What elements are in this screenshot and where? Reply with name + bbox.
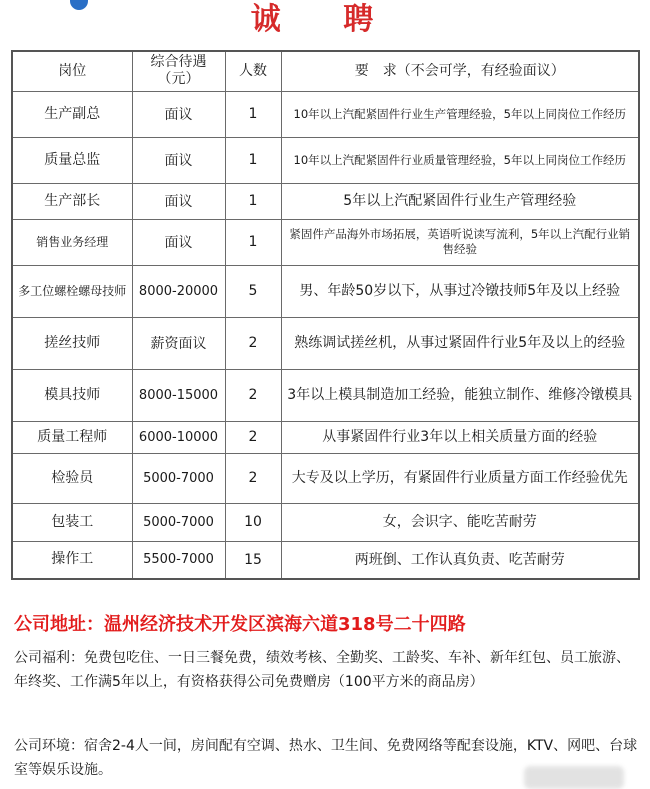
cell-requirement: 紧固件产品海外市场拓展，英语听说读写流利，5年以上汽配行业销售经验 xyxy=(281,219,639,265)
table-row xyxy=(12,453,639,503)
company-address: 公司地址：温州经济技术开发区滨海六道318号二十四路 xyxy=(14,614,466,635)
header-requirement: 要 求（不会可学，有经验面议） xyxy=(281,51,639,91)
cell-requirement: 女，会识字、能吃苦耐劳 xyxy=(281,503,639,541)
cell-count: 2 xyxy=(225,369,281,421)
cell-count: 5 xyxy=(225,265,281,317)
cell-position: 生产副总 xyxy=(12,91,132,137)
cell-requirement: 两班倒、工作认真负责、吃苦耐劳 xyxy=(281,541,639,579)
cell-count: 1 xyxy=(225,183,281,219)
cell-position: 检验员 xyxy=(12,453,132,503)
cell-requirement: 大专及以上学历，有紧固件行业质量方面工作经验优先 xyxy=(281,453,639,503)
company-environment: 公司环境：宿舍2-4人一间，房间配有空调、热水、卫生间、免费网络等配套设施，KTV、网吧、台球室等娱乐设施。 xyxy=(14,738,638,778)
cell-pay: 8000-15000 xyxy=(132,369,225,421)
table-row xyxy=(12,137,639,183)
cell-position: 操作工 xyxy=(12,541,132,579)
company-welfare: 公司福利：免费包吃住、一日三餐免费，绩效考核、全勤奖、工龄奖、车补、新年红包、员工旅游、年终奖、工作满5年以上，有资格获得公司免费赠房（100平方米的商品房） xyxy=(14,650,630,690)
cell-pay: 面议 xyxy=(132,183,225,219)
cell-position: 生产部长 xyxy=(12,183,132,219)
table-row xyxy=(12,219,639,265)
cell-pay: 5000-7000 xyxy=(132,453,225,503)
cell-pay: 8000-20000 xyxy=(132,265,225,317)
cell-pay: 5500-7000 xyxy=(132,541,225,579)
cell-pay: 5000-7000 xyxy=(132,503,225,541)
cell-count: 10 xyxy=(225,503,281,541)
cell-position: 销售业务经理 xyxy=(12,219,132,265)
table-row xyxy=(12,317,639,369)
table-header-row xyxy=(12,51,639,91)
cell-pay: 面议 xyxy=(132,219,225,265)
table-row xyxy=(12,541,639,579)
cell-position: 质量总监 xyxy=(12,137,132,183)
cell-requirement: 从事紧固件行业3年以上相关质量方面的经验 xyxy=(281,421,639,453)
cell-pay: 6000-10000 xyxy=(132,421,225,453)
table-row xyxy=(12,183,639,219)
table-row xyxy=(12,503,639,541)
cell-position: 包装工 xyxy=(12,503,132,541)
cell-count: 1 xyxy=(225,219,281,265)
cell-requirement: 熟练调试搓丝机，从事过紧固件行业5年及以上的经验 xyxy=(281,317,639,369)
cell-position: 质量工程师 xyxy=(12,421,132,453)
cell-pay: 面议 xyxy=(132,137,225,183)
blurred-watermark xyxy=(524,766,624,789)
cell-requirement: 10年以上汽配紧固件行业生产管理经验，5年以上同岗位工作经历 xyxy=(281,91,639,137)
cell-count: 1 xyxy=(225,91,281,137)
cell-requirement: 3年以上模具制造加工经验，能独立制作、维修冷镦模具 xyxy=(281,369,639,421)
table-row xyxy=(12,91,639,137)
cell-count: 1 xyxy=(225,137,281,183)
cell-pay: 面议 xyxy=(132,91,225,137)
header-position: 岗位 xyxy=(12,51,132,91)
table-row xyxy=(12,369,639,421)
cell-requirement: 10年以上汽配紧固件行业质量管理经验，5年以上同岗位工作经历 xyxy=(281,137,639,183)
cell-pay: 薪资面议 xyxy=(132,317,225,369)
cell-position: 模具技师 xyxy=(12,369,132,421)
cell-requirement: 5年以上汽配紧固件行业生产管理经验 xyxy=(281,183,639,219)
cell-position: 搓丝技师 xyxy=(12,317,132,369)
header-pay: 综合待遇（元） xyxy=(132,51,225,91)
cell-count: 15 xyxy=(225,541,281,579)
table-row xyxy=(12,265,639,317)
cell-requirement: 男、年龄50岁以下，从事过冷镦技师5年及以上经验 xyxy=(281,265,639,317)
table-row xyxy=(12,421,639,453)
page-title: 诚 聘 xyxy=(250,2,400,37)
recruitment-table xyxy=(11,50,640,580)
cell-count: 2 xyxy=(225,317,281,369)
cell-count: 2 xyxy=(225,453,281,503)
header-count: 人数 xyxy=(225,51,281,91)
cell-count: 2 xyxy=(225,421,281,453)
cell-position: 多工位螺栓螺母技师 xyxy=(12,265,132,317)
